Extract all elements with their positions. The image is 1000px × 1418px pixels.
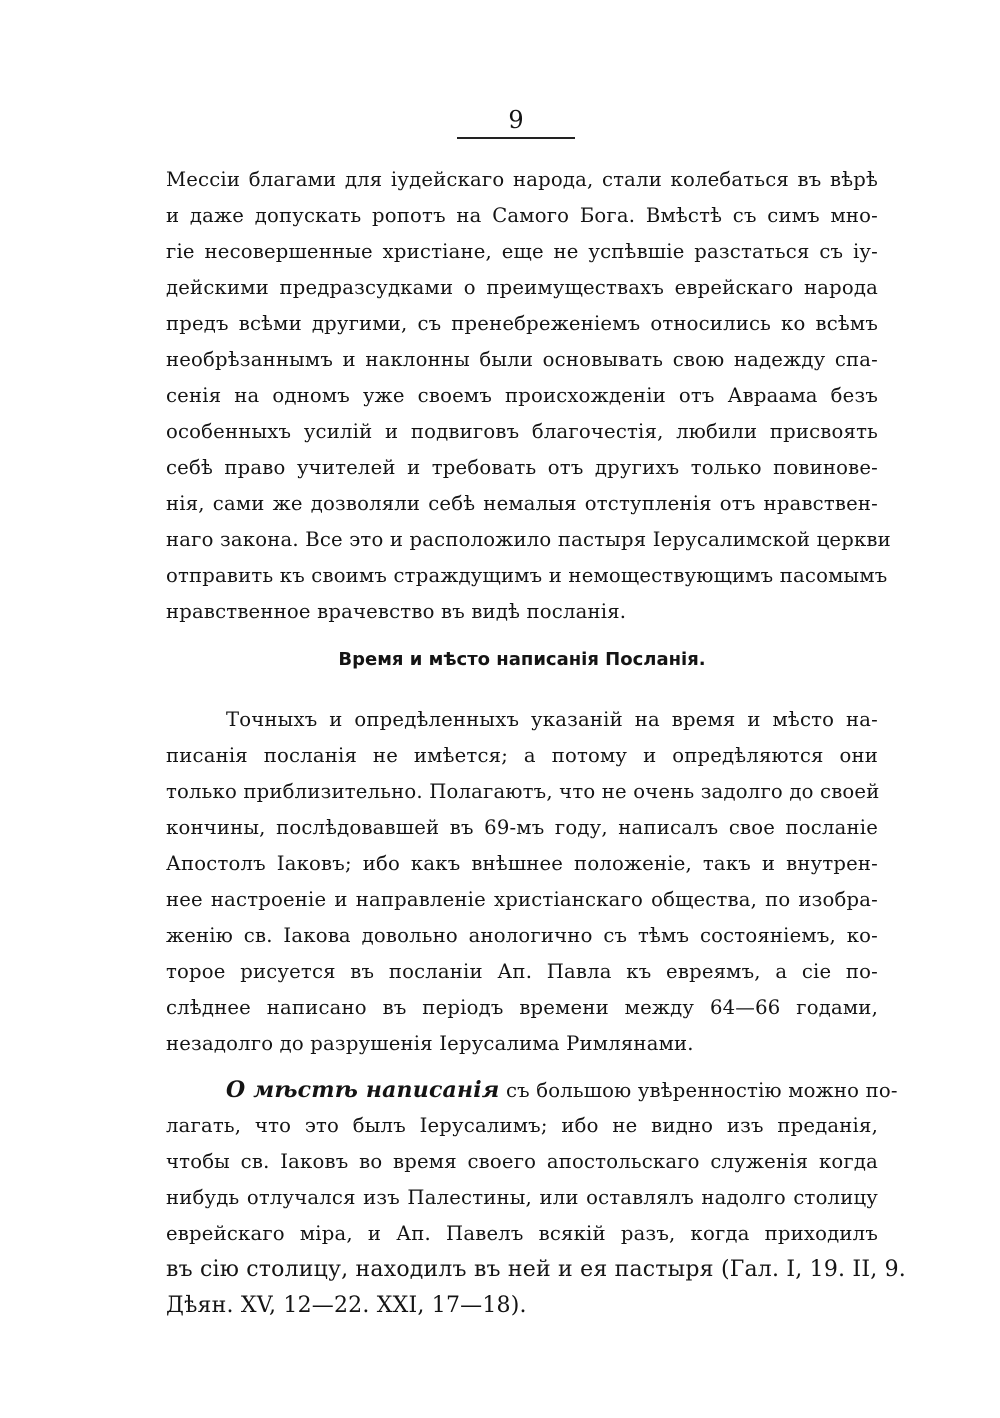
text-line: нее настроеніе и направленіе христіанскаго общества, по изобра- xyxy=(166,888,878,911)
text-line: отправить къ своимъ страждущимъ и немоществующимъ пасомымъ xyxy=(166,564,888,587)
section-heading: Время и мѣсто написанія Посланія. xyxy=(338,649,706,670)
text-line: нія, сами же дозволяли себѣ немалыя отступленія отъ нравствен- xyxy=(166,492,878,515)
text-line: лагать, что это былъ Іерусалимъ; ибо не видно изъ преданія, xyxy=(166,1114,878,1137)
text-line: чтобы св. Іаковъ во время своего апостольскаго служенія когда xyxy=(166,1150,878,1173)
text-line: Дѣян. XV, 12—22. XXI, 17—18). xyxy=(166,1293,527,1318)
text-line: особенныхъ усилій и подвиговъ благочестія, любили присвоять xyxy=(166,420,878,443)
text-line: женію св. Іакова довольно анологично съ тѣмъ состояніемъ, ко- xyxy=(166,924,878,947)
text-line xyxy=(166,1072,898,1108)
paragraph-1 xyxy=(166,162,891,630)
text-line: кончины, послѣдовавшей въ 69-мъ году, написалъ свое посланіе xyxy=(166,816,878,839)
text-line: гіе несовершенные христіане, еще не успѣвшіе разстаться съ іу- xyxy=(166,240,878,263)
text-line: себѣ право учителей и требовать отъ другихъ только повинове- xyxy=(166,456,878,479)
text-line: Мессіи благами для іудейскаго народа, стали колебаться въ вѣрѣ xyxy=(166,168,878,191)
text-line: торое рисуется въ посланіи Ап. Павла къ евреямъ, а сіе по- xyxy=(166,960,878,983)
text-line: предъ всѣми другими, съ пренебреженіемъ относились ко всѣмъ xyxy=(166,312,878,335)
text-line: еврейскаго міра, и Ап. Павелъ всякій разъ, когда приходилъ xyxy=(166,1222,878,1245)
text-line: Точныхъ и опредѣленныхъ указаній на время и мѣсто на- xyxy=(226,708,878,731)
emphasized-phrase: О мѣстѣ написанія xyxy=(226,1077,500,1103)
text-line: писанія посланія не имѣется; а потому и опредѣляются они xyxy=(166,744,878,767)
text-line: и даже допускать ропотъ на Самого Бога. Вмѣстѣ съ симъ мно- xyxy=(166,204,878,227)
text-line: незадолго до разрушенія Іерусалима Римлянами. xyxy=(166,1032,694,1055)
page-number: 9 xyxy=(508,106,524,134)
text-line: въ сію столицу, находилъ въ ней и ея пастыря (Гал. I, 19. II, 9. xyxy=(166,1257,906,1282)
text-line: Апостолъ Іаковъ; ибо какъ внѣшнее положеніе, такъ и внутрен- xyxy=(166,852,878,875)
paragraph-2 xyxy=(166,702,878,1062)
text-line: сенія на одномъ уже своемъ происхожденіи отъ Авраама безъ xyxy=(166,384,878,407)
text-line: только приблизительно. Полагаютъ, что не очень задолго до своей xyxy=(166,780,880,803)
paragraph-3 xyxy=(166,1072,906,1324)
text-line: дейскими предразсудками о преимуществахъ еврейскаго народа xyxy=(166,276,878,299)
text-line: нравственное врачевство въ видѣ посланія. xyxy=(166,600,627,623)
text-line: нибудь отлучался изъ Палестины, или оставлялъ надолго столицу xyxy=(166,1186,878,1209)
text-line: наго закона. Все это и расположило пастыря Іерусалимской церкви xyxy=(166,528,891,551)
text-line: слѣднее написано въ періодъ времени между 64—66 годами, xyxy=(166,996,878,1019)
text-line: необрѣзаннымъ и наклонны были основывать свою надежду спа- xyxy=(166,348,878,371)
text-fragment: съ большою увѣренностію можно по- xyxy=(505,1079,898,1102)
page-number-rule xyxy=(457,137,575,139)
